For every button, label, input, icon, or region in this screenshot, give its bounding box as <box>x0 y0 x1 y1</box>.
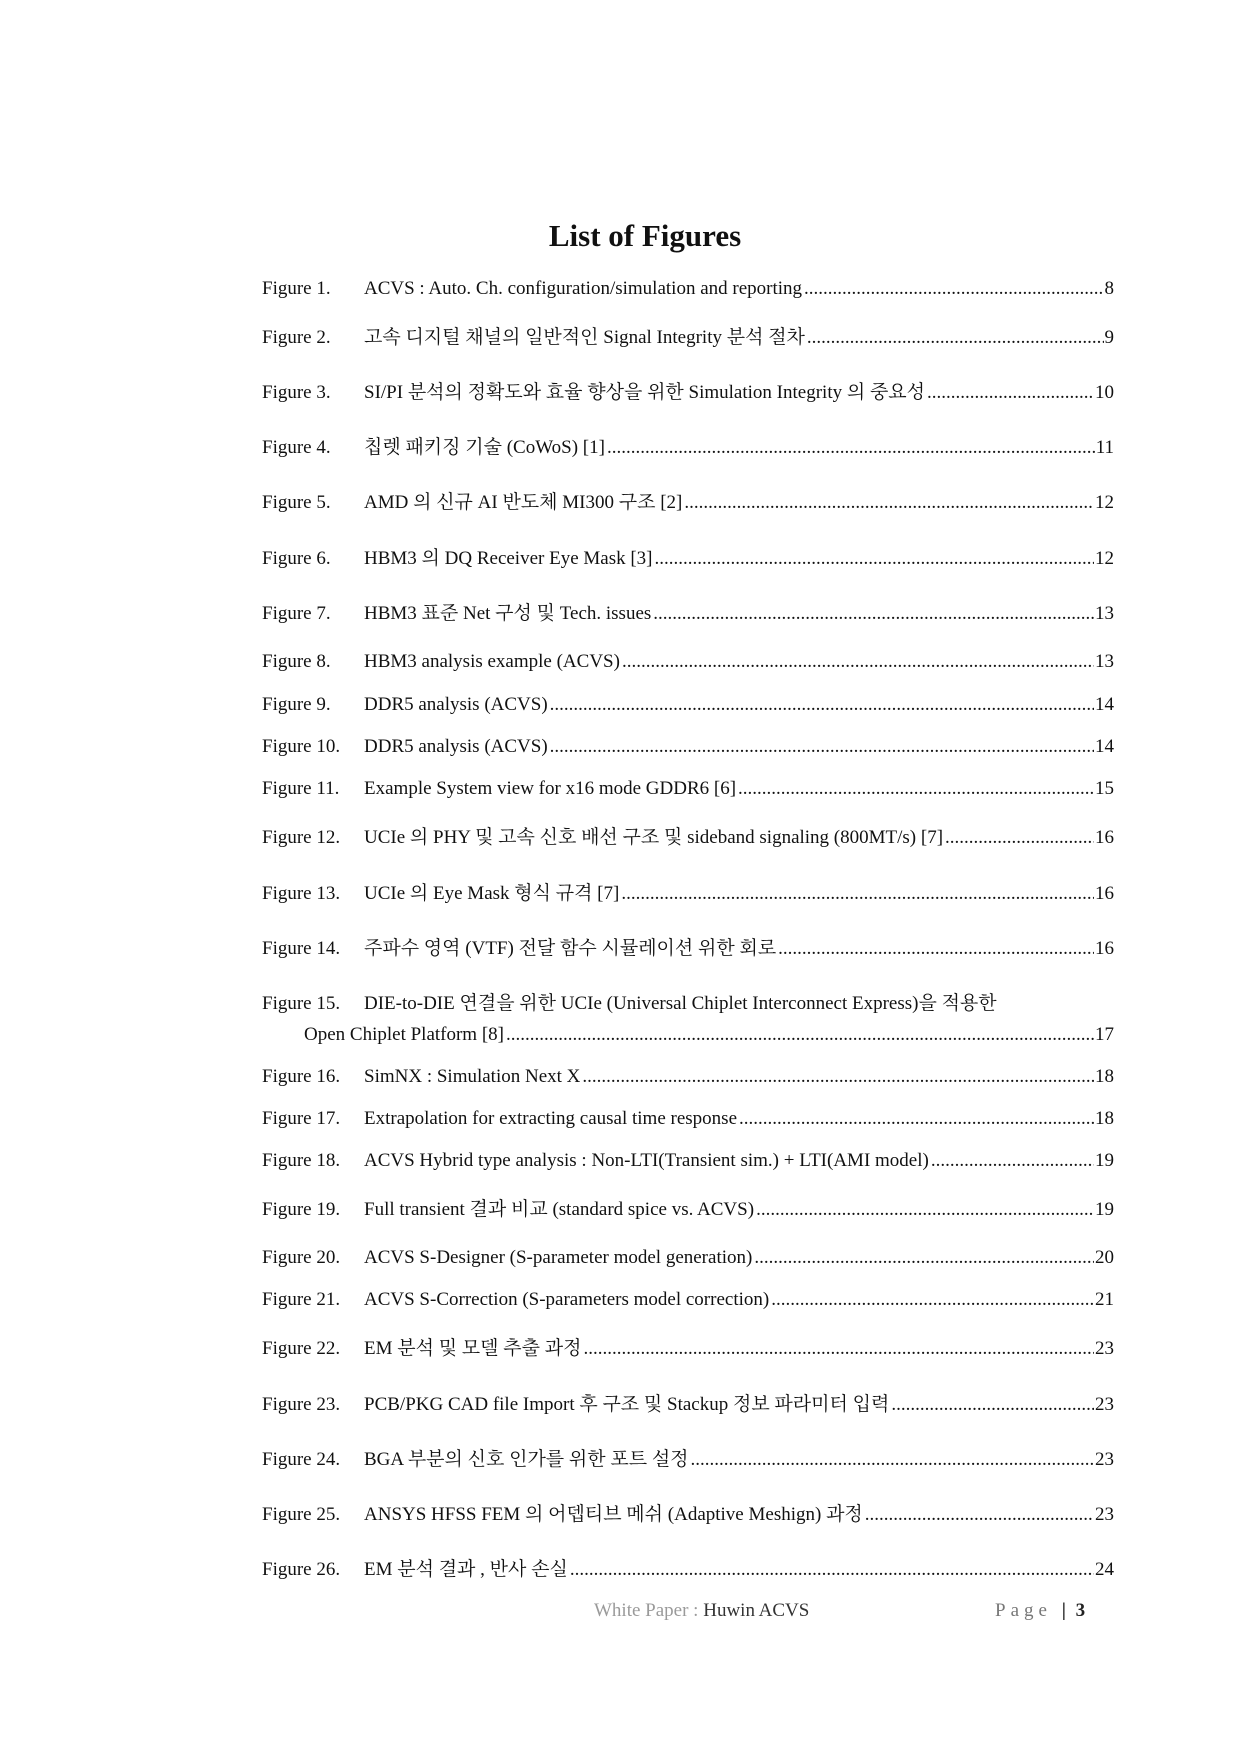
dot-leader <box>771 1288 1094 1311</box>
dot-leader <box>653 602 1094 625</box>
page-title: List of Figures <box>548 218 742 253</box>
page-number: 3 <box>1075 1600 1086 1621</box>
figure-label: Figure 23. <box>262 1394 341 1415</box>
figure-page-number: 23 <box>1095 1394 1114 1415</box>
figure-entry[interactable] <box>262 602 1114 625</box>
figure-entry[interactable] <box>262 693 1114 716</box>
dot-leader <box>931 1149 1094 1172</box>
figure-page-number: 16 <box>1095 827 1114 848</box>
dot-leader <box>570 1558 1094 1581</box>
figure-page-number: 24 <box>1095 1559 1114 1580</box>
figure-entry[interactable] <box>262 1393 1114 1416</box>
footer-document-name: Huwin ACVS <box>703 1600 810 1621</box>
figure-page-number: 19 <box>1095 1150 1114 1171</box>
figure-entry[interactable] <box>262 937 1114 960</box>
figure-caption: ACVS : Auto. Ch. configuration/simulation and reporting <box>364 278 803 299</box>
dot-leader <box>582 1065 1094 1088</box>
figure-caption: 칩렛 패키징 기술 (CoWoS) [1] <box>364 437 605 458</box>
figure-label: Figure 4. <box>262 437 331 458</box>
figure-entry[interactable] <box>262 1503 1114 1526</box>
figure-entry[interactable] <box>262 1337 1114 1360</box>
figure-label: Figure 2. <box>262 327 331 348</box>
figure-page-number: 23 <box>1095 1504 1114 1525</box>
figure-label: Figure 8. <box>262 651 331 672</box>
page-word: Page <box>995 1600 1052 1621</box>
page-number-indicator <box>995 1600 1085 1622</box>
figure-caption: DDR5 analysis (ACVS) <box>364 736 548 757</box>
figure-caption: EM 분석 및 모델 추출 과정 <box>364 1338 582 1359</box>
figure-caption: HBM3 표준 Net 구성 및 Tech. issues <box>364 603 652 624</box>
figure-label: Figure 22. <box>262 1338 341 1359</box>
figure-label: Figure 19. <box>262 1199 341 1220</box>
figure-label: Figure 11. <box>262 778 340 799</box>
dot-leader <box>778 937 1094 960</box>
dot-leader <box>738 777 1094 800</box>
figure-entry[interactable] <box>262 826 1114 849</box>
figure-label: Figure 9. <box>262 694 331 715</box>
figure-label: Figure 1. <box>262 278 331 299</box>
figure-entry[interactable] <box>262 1288 1114 1311</box>
figure-page-number: 9 <box>1104 327 1114 348</box>
dot-leader <box>621 882 1094 905</box>
figure-caption: UCIe 의 Eye Mask 형식 규격 [7] <box>364 883 620 904</box>
figure-caption-continued: Open Chiplet Platform [8] <box>304 1024 504 1045</box>
figure-label: Figure 5. <box>262 492 331 513</box>
figure-entry[interactable] <box>262 547 1114 570</box>
figure-caption: AMD 의 신규 AI 반도체 MI300 구조 [2] <box>364 492 683 513</box>
figure-page-number: 14 <box>1095 736 1114 757</box>
figure-entry[interactable] <box>262 882 1114 905</box>
footer-label: White Paper : <box>594 1600 699 1621</box>
figure-entry[interactable] <box>262 277 1114 300</box>
figure-caption: ACVS S-Correction (S-parameters model correction) <box>364 1289 770 1310</box>
dot-leader <box>506 1023 1094 1046</box>
dot-leader <box>945 826 1094 849</box>
figure-caption: Full transient 결과 비교 (standard spice vs. ACVS) <box>364 1199 755 1220</box>
figure-label: Figure 14. <box>262 938 341 959</box>
figure-page-number: 17 <box>1095 1024 1114 1045</box>
figure-entry[interactable] <box>262 1107 1114 1130</box>
figure-caption: EM 분석 결과 , 반사 손실 <box>364 1559 568 1580</box>
figure-caption: HBM3 의 DQ Receiver Eye Mask [3] <box>364 548 653 569</box>
dot-leader <box>891 1393 1094 1416</box>
dot-leader <box>684 491 1094 514</box>
figure-label: Figure 15. <box>262 993 341 1014</box>
figure-page-number: 18 <box>1095 1066 1114 1087</box>
figure-entry[interactable] <box>262 1149 1114 1172</box>
figure-caption: Example System view for x16 mode GDDR6 [6] <box>364 778 737 799</box>
figure-entry[interactable] <box>262 992 1114 1046</box>
figure-caption: ACVS Hybrid type analysis : Non-LTI(Transient sim.) + LTI(AMI model) <box>364 1150 929 1171</box>
dot-leader <box>550 735 1094 758</box>
dot-leader <box>756 1198 1094 1221</box>
figure-page-number: 13 <box>1095 651 1114 672</box>
figure-caption: 고속 디지털 채널의 일반적인 Signal Integrity 분석 절차 <box>364 327 805 348</box>
dot-leader <box>739 1107 1094 1130</box>
figure-label: Figure 18. <box>262 1150 341 1171</box>
figure-page-number: 21 <box>1095 1289 1114 1310</box>
dot-leader <box>583 1337 1094 1360</box>
figure-label: Figure 3. <box>262 382 331 403</box>
page-footer <box>594 1600 809 1622</box>
figure-page-number: 18 <box>1095 1108 1114 1129</box>
figure-page-number: 16 <box>1095 938 1114 959</box>
figure-caption: Extrapolation for extracting causal time response <box>364 1108 738 1129</box>
figure-entry[interactable] <box>262 1558 1114 1581</box>
dot-leader <box>607 436 1095 459</box>
figure-page-number: 13 <box>1095 603 1114 624</box>
figure-entry[interactable] <box>262 491 1114 514</box>
figure-entry[interactable] <box>262 381 1114 404</box>
figure-label: Figure 25. <box>262 1504 341 1525</box>
figure-entry[interactable] <box>262 1448 1114 1471</box>
figure-label: Figure 24. <box>262 1449 341 1470</box>
figure-entry[interactable] <box>262 650 1114 673</box>
figure-caption: DDR5 analysis (ACVS) <box>364 694 548 715</box>
figure-caption: ACVS S-Designer (S-parameter model generation) <box>364 1247 753 1268</box>
dot-leader <box>550 693 1094 716</box>
figure-page-number: 10 <box>1095 382 1114 403</box>
figure-entry[interactable] <box>262 326 1114 349</box>
dot-leader <box>804 277 1103 300</box>
figure-page-number: 16 <box>1095 883 1114 904</box>
figure-caption: SimNX : Simulation Next X <box>364 1066 581 1087</box>
figure-page-number: 11 <box>1095 437 1114 458</box>
figure-entry[interactable] <box>262 735 1114 758</box>
figure-page-number: 19 <box>1095 1199 1114 1220</box>
figure-page-number: 23 <box>1095 1338 1114 1359</box>
figure-page-number: 8 <box>1104 278 1114 299</box>
dot-leader <box>807 326 1104 349</box>
figure-label: Figure 12. <box>262 827 341 848</box>
dot-leader <box>754 1246 1094 1269</box>
figure-caption: SI/PI 분석의 정확도와 효율 향상을 위한 Simulation Integrity 의 중요성 <box>364 382 926 403</box>
figure-entry[interactable] <box>262 777 1114 800</box>
dot-leader <box>927 381 1094 404</box>
figure-label: Figure 20. <box>262 1247 341 1268</box>
figure-page-number: 23 <box>1095 1449 1114 1470</box>
figure-page-number: 12 <box>1095 548 1114 569</box>
figure-entry[interactable] <box>262 1246 1114 1269</box>
page-separator: | <box>1061 1600 1066 1621</box>
figure-label: Figure 17. <box>262 1108 341 1129</box>
dot-leader <box>691 1448 1094 1471</box>
figure-entry[interactable] <box>262 436 1114 459</box>
figure-caption: ANSYS HFSS FEM 의 어뎁티브 메쉬 (Adaptive Meshign) 과정 <box>364 1504 863 1525</box>
figure-label: Figure 6. <box>262 548 331 569</box>
figure-page-number: 20 <box>1095 1247 1114 1268</box>
figure-label: Figure 21. <box>262 1289 341 1310</box>
figure-label: Figure 16. <box>262 1066 341 1087</box>
figure-caption: PCB/PKG CAD file Import 후 구조 및 Stackup 정보 파라미터 입력 <box>364 1394 890 1415</box>
figure-label: Figure 10. <box>262 736 341 757</box>
dot-leader <box>655 547 1094 570</box>
figure-caption: BGA 부분의 신호 인가를 위한 포트 설정 <box>364 1449 689 1470</box>
figure-page-number: 15 <box>1095 778 1114 799</box>
figure-page-number: 12 <box>1095 492 1114 513</box>
figure-caption: DIE-to-DIE 연결을 위한 UCIe (Universal Chiplet Interconnect Express)을 적용한 <box>364 993 997 1014</box>
figure-entry[interactable] <box>262 1065 1114 1088</box>
figure-label: Figure 7. <box>262 603 331 624</box>
figure-label: Figure 13. <box>262 883 341 904</box>
figure-caption: 주파수 영역 (VTF) 전달 함수 시뮬레이션 위한 회로 <box>364 938 777 959</box>
dot-leader <box>865 1503 1094 1526</box>
figure-label: Figure 26. <box>262 1559 341 1580</box>
figure-caption: HBM3 analysis example (ACVS) <box>364 651 620 672</box>
dot-leader <box>622 650 1094 673</box>
figure-entry[interactable] <box>262 1198 1114 1221</box>
figure-caption: UCIe 의 PHY 및 고속 신호 배선 구조 및 sideband signaling (800MT/s) [7] <box>364 827 944 848</box>
figure-page-number: 14 <box>1095 694 1114 715</box>
